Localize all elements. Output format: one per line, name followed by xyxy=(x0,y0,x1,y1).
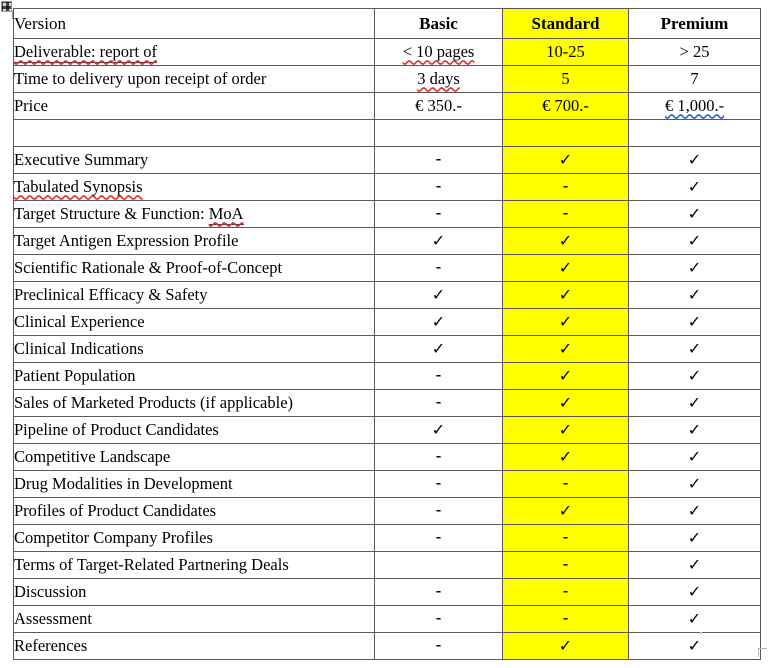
check-icon: ✓ xyxy=(431,233,446,250)
table-row xyxy=(14,471,761,498)
check-icon: ✓ xyxy=(431,314,446,331)
dash-marker: - xyxy=(562,203,569,223)
grammarcheck-underline: € 1,000.- xyxy=(664,96,725,116)
table-row xyxy=(14,633,761,660)
cell-premium[interactable] xyxy=(629,417,761,444)
check-icon: ✓ xyxy=(558,233,573,250)
cell-standard[interactable] xyxy=(503,363,629,390)
cell-standard[interactable] xyxy=(503,228,629,255)
row-label[interactable]: Competitive Landscape xyxy=(14,444,375,471)
cell-standard[interactable] xyxy=(503,282,629,309)
cell-basic[interactable] xyxy=(375,552,503,579)
cell-standard[interactable] xyxy=(503,120,629,147)
row-label[interactable]: Executive Summary xyxy=(14,147,375,174)
cell-premium[interactable]: 7 xyxy=(629,66,761,93)
row-label[interactable]: Clinical Indications xyxy=(14,336,375,363)
cell-premium[interactable] xyxy=(629,120,761,147)
dash-marker: - xyxy=(562,527,569,547)
cell-basic[interactable] xyxy=(375,255,503,282)
dash-marker: - xyxy=(562,554,569,574)
cell-basic[interactable] xyxy=(375,120,503,147)
table-row xyxy=(14,390,761,417)
spellcheck-underline: < 10 pages xyxy=(402,42,475,62)
cell-basic[interactable] xyxy=(375,444,503,471)
cell-basic[interactable] xyxy=(375,39,503,66)
row-label[interactable]: Drug Modalities in Development xyxy=(14,471,375,498)
check-icon: ✓ xyxy=(687,449,702,466)
check-icon: ✓ xyxy=(687,314,702,331)
spellcheck-underline: 3 days xyxy=(417,69,460,89)
table-info-row xyxy=(14,39,761,66)
table-row xyxy=(14,255,761,282)
check-icon: ✓ xyxy=(558,260,573,277)
table-row xyxy=(14,552,761,579)
row-label[interactable] xyxy=(14,120,375,147)
dash-marker: - xyxy=(435,608,442,628)
table-row xyxy=(14,606,761,633)
column-header-premium[interactable]: Premium xyxy=(629,9,761,39)
dash-marker: - xyxy=(435,149,442,169)
dash-marker: - xyxy=(435,203,442,223)
check-icon: ✓ xyxy=(687,503,702,520)
check-icon: ✓ xyxy=(687,179,702,196)
table-row xyxy=(14,417,761,444)
row-label[interactable]: Preclinical Efficacy & Safety xyxy=(14,282,375,309)
cell-standard[interactable] xyxy=(503,498,629,525)
spellcheck-underline: Deliverable: report of xyxy=(14,42,157,62)
cell-basic[interactable] xyxy=(375,228,503,255)
cell-premium[interactable] xyxy=(629,579,761,606)
spellcheck-underline: MoA xyxy=(208,204,244,224)
cell-basic[interactable] xyxy=(375,309,503,336)
table-header-row xyxy=(14,9,761,39)
cell-premium[interactable] xyxy=(629,228,761,255)
check-icon: ✓ xyxy=(687,341,702,358)
table-move-handle-icon[interactable] xyxy=(1,1,12,12)
check-icon: ✓ xyxy=(558,422,573,439)
check-icon: ✓ xyxy=(687,422,702,439)
comparison-table-container xyxy=(13,8,760,660)
cell-premium[interactable] xyxy=(629,552,761,579)
check-icon: ✓ xyxy=(558,368,573,385)
cell-premium[interactable] xyxy=(629,471,761,498)
cell-standard[interactable]: € 700.- xyxy=(503,93,629,120)
table-row xyxy=(14,363,761,390)
check-icon: ✓ xyxy=(687,638,702,655)
cell-basic[interactable] xyxy=(375,66,503,93)
spellcheck-underline: Tabulated Synopsis xyxy=(14,177,143,197)
cell-basic[interactable] xyxy=(375,471,503,498)
table-row xyxy=(14,579,761,606)
column-header-basic[interactable]: Basic xyxy=(375,9,503,39)
row-label[interactable]: Terms of Target-Related Partnering Deals xyxy=(14,552,375,579)
cell-standard[interactable] xyxy=(503,255,629,282)
table-row xyxy=(14,498,761,525)
cell-basic[interactable] xyxy=(375,606,503,633)
check-icon: ✓ xyxy=(558,341,573,358)
cell-standard[interactable] xyxy=(503,444,629,471)
dash-marker: - xyxy=(562,176,569,196)
check-icon: ✓ xyxy=(687,557,702,574)
table-info-row xyxy=(14,93,761,120)
cell-basic[interactable] xyxy=(375,147,503,174)
table-row xyxy=(14,282,761,309)
row-label[interactable] xyxy=(14,174,375,201)
table-spacer-row xyxy=(14,120,761,147)
table-row xyxy=(14,174,761,201)
check-icon: ✓ xyxy=(558,449,573,466)
cell-standard[interactable] xyxy=(503,390,629,417)
table-row xyxy=(14,336,761,363)
dash-marker: - xyxy=(435,446,442,466)
table-row xyxy=(14,228,761,255)
check-icon: ✓ xyxy=(558,287,573,304)
dash-marker: - xyxy=(435,500,442,520)
cell-basic[interactable] xyxy=(375,363,503,390)
version-comparison-table xyxy=(13,8,761,660)
cell-standard[interactable] xyxy=(503,201,629,228)
row-label[interactable]: Patient Population xyxy=(14,363,375,390)
table-row xyxy=(14,444,761,471)
check-icon: ✓ xyxy=(687,287,702,304)
check-icon: ✓ xyxy=(558,395,573,412)
check-icon: ✓ xyxy=(431,422,446,439)
dash-marker: - xyxy=(435,365,442,385)
table-row xyxy=(14,525,761,552)
row-label[interactable] xyxy=(14,39,375,66)
check-icon: ✓ xyxy=(558,152,573,169)
dash-marker: - xyxy=(435,176,442,196)
dash-marker: - xyxy=(435,581,442,601)
cell-standard[interactable] xyxy=(503,552,629,579)
cell-basic[interactable] xyxy=(375,336,503,363)
cell-premium[interactable] xyxy=(629,606,761,633)
row-label[interactable]: Target Structure & Function: MoA xyxy=(14,201,375,228)
table-row xyxy=(14,309,761,336)
check-icon: ✓ xyxy=(687,476,702,493)
table-resize-handle-icon[interactable] xyxy=(758,648,767,657)
cell-premium[interactable] xyxy=(629,525,761,552)
cell-premium[interactable] xyxy=(629,255,761,282)
table-edge-marker xyxy=(700,632,702,634)
row-label[interactable]: Target Antigen Expression Profile xyxy=(14,228,375,255)
row-label[interactable]: Assessment xyxy=(14,606,375,633)
cell-premium[interactable] xyxy=(629,174,761,201)
check-icon: ✓ xyxy=(687,152,702,169)
cell-basic[interactable]: € 350.- xyxy=(375,93,503,120)
cell-standard[interactable] xyxy=(503,525,629,552)
check-icon: ✓ xyxy=(558,503,573,520)
cell-basic[interactable] xyxy=(375,579,503,606)
check-icon: ✓ xyxy=(687,584,702,601)
row-label[interactable]: Competitor Company Profiles xyxy=(14,525,375,552)
check-icon: ✓ xyxy=(558,314,573,331)
cell-premium[interactable] xyxy=(629,363,761,390)
table-body xyxy=(14,9,761,660)
dash-marker: - xyxy=(435,635,442,655)
dash-marker: - xyxy=(435,527,442,547)
cell-premium[interactable] xyxy=(629,633,761,660)
row-label[interactable]: Clinical Experience xyxy=(14,309,375,336)
cell-standard[interactable]: 5 xyxy=(503,66,629,93)
column-header-label[interactable]: Version xyxy=(14,9,375,39)
row-label[interactable]: Time to delivery upon receipt of order xyxy=(14,66,375,93)
cell-premium[interactable] xyxy=(629,444,761,471)
cell-premium[interactable] xyxy=(629,201,761,228)
cell-standard[interactable] xyxy=(503,174,629,201)
check-icon: ✓ xyxy=(687,368,702,385)
cell-basic[interactable] xyxy=(375,282,503,309)
table-info-row xyxy=(14,66,761,93)
row-label[interactable]: Scientific Rationale & Proof-of-Concept xyxy=(14,255,375,282)
cell-basic[interactable] xyxy=(375,417,503,444)
check-icon: ✓ xyxy=(558,638,573,655)
dash-marker: - xyxy=(435,473,442,493)
cell-premium[interactable] xyxy=(629,498,761,525)
dash-marker: - xyxy=(435,392,442,412)
table-row xyxy=(14,147,761,174)
cell-premium[interactable] xyxy=(629,309,761,336)
column-header-standard[interactable]: Standard xyxy=(503,9,629,39)
cell-basic[interactable] xyxy=(375,525,503,552)
check-icon: ✓ xyxy=(687,233,702,250)
check-icon: ✓ xyxy=(431,287,446,304)
row-label[interactable]: Profiles of Product Candidates xyxy=(14,498,375,525)
check-icon: ✓ xyxy=(431,341,446,358)
dash-marker: - xyxy=(562,473,569,493)
cell-basic[interactable] xyxy=(375,633,503,660)
cell-standard[interactable] xyxy=(503,147,629,174)
row-label[interactable]: Price xyxy=(14,93,375,120)
dash-marker: - xyxy=(562,581,569,601)
dash-marker: - xyxy=(435,257,442,277)
cell-standard[interactable] xyxy=(503,309,629,336)
cell-standard[interactable] xyxy=(503,633,629,660)
cell-premium[interactable] xyxy=(629,147,761,174)
check-icon: ✓ xyxy=(687,206,702,223)
cell-standard[interactable] xyxy=(503,579,629,606)
cell-standard[interactable] xyxy=(503,336,629,363)
check-icon: ✓ xyxy=(687,530,702,547)
cell-basic[interactable] xyxy=(375,498,503,525)
dash-marker: - xyxy=(562,608,569,628)
cell-basic[interactable] xyxy=(375,390,503,417)
cell-premium[interactable] xyxy=(629,336,761,363)
row-label[interactable]: Pipeline of Product Candidates xyxy=(14,417,375,444)
table-row xyxy=(14,201,761,228)
cell-standard[interactable]: 10-25 xyxy=(503,39,629,66)
cell-premium[interactable] xyxy=(629,390,761,417)
row-label[interactable]: Sales of Marketed Products (if applicable) xyxy=(14,390,375,417)
cell-premium[interactable]: > 25 xyxy=(629,39,761,66)
cell-standard[interactable] xyxy=(503,417,629,444)
cell-standard[interactable] xyxy=(503,471,629,498)
row-label[interactable]: References xyxy=(14,633,375,660)
check-icon: ✓ xyxy=(687,395,702,412)
cell-premium[interactable] xyxy=(629,93,761,120)
cell-premium[interactable] xyxy=(629,282,761,309)
row-label[interactable]: Discussion xyxy=(14,579,375,606)
check-icon: ✓ xyxy=(687,260,702,277)
check-icon: ✓ xyxy=(687,611,702,628)
cell-standard[interactable] xyxy=(503,606,629,633)
cell-basic[interactable] xyxy=(375,201,503,228)
cell-basic[interactable] xyxy=(375,174,503,201)
